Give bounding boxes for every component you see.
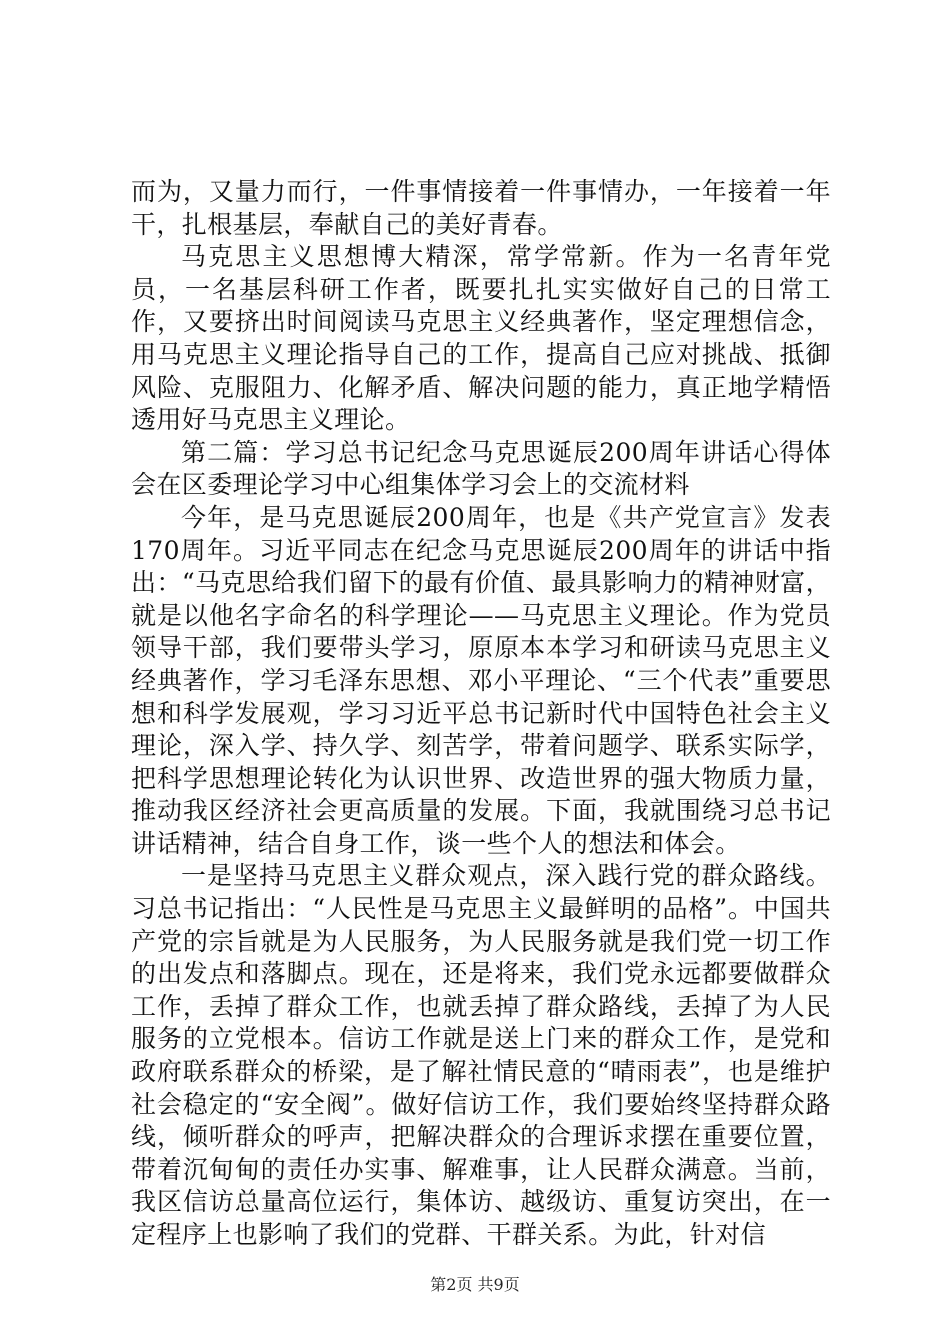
paragraph-5: 一是坚持马克思主义群众观点，深入践行党的群众路线。习总书记指出：“人民性是马克思主义最鲜明的品格”。中国共产党的宗旨就是为人民服务，为人民服务就是我们党一切工作的出发点和落脚点。现在，还是将来，我们党永远都要做群众工作，丢掉了群众工作，也就丢掉了群众路线，丢掉了为人民服务的立党根本。信访工作就是送上门来的群众工作，是党和政府联系群众的桥梁，是了解社情民意的“晴雨表”，也是维护社会稳定的“安全阀”。做好信访工作，我们要始终坚持群众路线，倾听群众的呼声，把解决群众的合理诉求摆在重要位置，带着沉甸甸的责任办实事、解难事，让人民群众满意。当前，我区信访总量高位运行，集体访、越级访、重复访突出，在一定程序上也影响了我们的党群、干群关系。为此，针对信 [131,861,831,1249]
paragraph-3-section-title: 第二篇：学习总书记纪念马克思诞辰200周年讲话心得体会在区委理论学习中心组集体学习会上的交流材料 [131,437,831,500]
paragraph-2: 马克思主义思想博大精深，常学常新。作为一名青年党员，一名基层科研工作者，既要扎扎实实做好自己的日常工作，又要挤出时间阅读马克思主义经典著作，坚定理想信念，用马克思主义理论指导自己的工作，提高自己应对挑战、抵御风险、克服阻力、化解矛盾、解决问题的能力，真正地学精悟透用好马克思主义理论。 [131,242,831,435]
page-footer: 第2页 共9页 [430,1275,520,1294]
paragraph-4: 今年，是马克思诞辰200周年，也是《共产党宣言》发表170周年。习近平同志在纪念马克思诞辰200周年的讲话中指出：“马克思给我们留下的最有价值、最具影响力的精神财富，就是以他名字命名的科学理论——马克思主义理论。作为党员领导干部，我们要带头学习，原原本本学习和研读马克思主义经典著作，学习毛泽东思想、邓小平理论、“三个代表”重要思想和科学发展观，学习习近平总书记新时代中国特色社会主义理论，深入学、持久学、刻苦学，带着问题学、联系实际学，把科学思想理论转化为认识世界、改造世界的强大物质力量，推动我区经济社会更高质量的发展。下面，我就围绕习总书记讲话精神，结合自身工作，谈一些个人的想法和体会。 [131,502,831,858]
document-body [131,176,831,1252]
paragraph-1: 而为，又量力而行，一件事情接着一件事情办，一年接着一年干，扎根基层，奉献自己的美好青春。 [131,177,831,239]
